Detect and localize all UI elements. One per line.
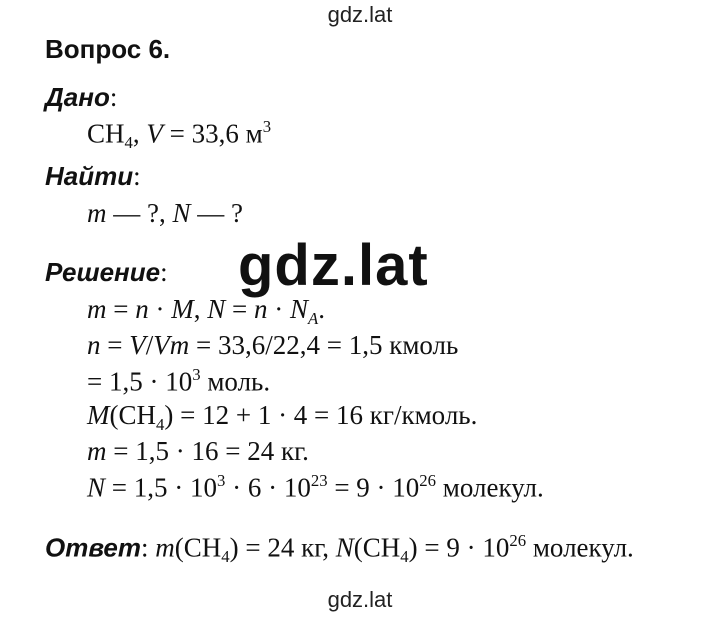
solution-label: Решение — [45, 257, 161, 287]
find-N: N — [172, 198, 191, 228]
s4-open: (CH — [109, 400, 156, 430]
s4-rest: ) = 12 + 1 · 4 = 16 кг/кмоль. — [164, 400, 478, 430]
find-label: Найти — [45, 161, 134, 191]
answer-b: ) = 24 кг, — [229, 532, 336, 563]
solution-line-4 — [87, 400, 477, 435]
s6-N: N — [87, 472, 106, 503]
watermark-bottom: gdz.lat — [327, 587, 393, 612]
given-label: Дано — [45, 82, 110, 112]
s4-M: M — [87, 400, 110, 430]
s5-rest: = 1,5 · 16 = 24 кг. — [106, 436, 309, 466]
answer-c: (CH — [353, 532, 401, 563]
solution-heading — [45, 257, 168, 288]
answer-sub1: 4 — [221, 547, 230, 567]
solution-colon: : — [160, 257, 168, 287]
s1-m: m — [87, 294, 107, 324]
s5-m: m — [87, 436, 107, 466]
given-line — [87, 117, 271, 153]
s1-NA-sub: A — [308, 308, 319, 328]
answer-m: m — [155, 532, 175, 563]
s3-pre: = 1,5 · 10 — [87, 366, 193, 397]
given-formula: CH — [87, 118, 125, 149]
s1-NA: N — [289, 294, 308, 324]
given-sup: 3 — [262, 117, 272, 136]
s2-slash: / — [145, 330, 154, 360]
answer-sub2: 4 — [400, 547, 409, 567]
find-heading — [45, 161, 141, 192]
s6-d: молекул. — [436, 472, 544, 503]
solution-line-2 — [87, 330, 458, 361]
answer-N: N — [335, 532, 354, 563]
answer-colon: : — [140, 532, 156, 563]
s6-sup3: 26 — [419, 471, 437, 490]
find-dash1: — ?, — [106, 198, 173, 228]
given-heading — [45, 82, 117, 113]
s3-post: моль. — [200, 366, 271, 397]
s6-b: · 6 · 10 — [225, 472, 311, 503]
watermark-top: gdz.lat — [327, 2, 393, 27]
given-var: V — [146, 118, 163, 149]
answer-label: Ответ — [45, 532, 141, 563]
find-dash2: — ? — [190, 198, 243, 228]
s4-sub: 4 — [156, 414, 165, 434]
s3-sup: 3 — [192, 365, 201, 384]
given-colon: : — [109, 82, 118, 112]
s1-comma: , — [193, 294, 208, 324]
s2-V: V — [129, 330, 146, 360]
s6-sup2: 23 — [310, 471, 328, 490]
answer-a: (CH — [174, 532, 222, 563]
s1-eq1: = — [106, 294, 136, 324]
s6-a: = 1,5 · 10 — [105, 472, 217, 503]
find-colon: : — [133, 161, 141, 191]
solution-line-6 — [87, 471, 544, 503]
s1-eq2: = — [225, 294, 254, 324]
answer-d: ) = 9 · 10 — [408, 532, 510, 563]
s2-Vm: Vm — [153, 330, 190, 360]
watermark-center: gdz.lat — [238, 233, 429, 298]
find-m: m — [87, 198, 107, 228]
answer-line — [45, 531, 634, 567]
given-sub: 4 — [124, 133, 133, 153]
solution-line-3 — [87, 365, 270, 397]
s2-n: n — [87, 330, 101, 360]
s1-M: M — [171, 294, 194, 324]
solution-line-1 — [87, 294, 325, 329]
s6-c: = 9 · 10 — [327, 472, 420, 503]
find-line — [87, 198, 243, 229]
s1-n1: n — [135, 294, 149, 324]
given-eq: = 33,6 м — [162, 118, 263, 149]
given-sep: , — [132, 118, 140, 149]
question-title: Вопрос 6. — [45, 34, 171, 64]
s2-rest: = 33,6/22,4 = 1,5 кмоль — [189, 330, 459, 360]
s1-dot2: · — [267, 294, 290, 324]
solution-line-5 — [87, 436, 309, 467]
s1-N: N — [207, 294, 226, 324]
s2-eq: = — [100, 330, 130, 360]
s1-dot1: · — [148, 294, 172, 324]
answer-sup: 26 — [509, 531, 527, 550]
s1-end: . — [318, 294, 325, 324]
s6-sup1: 3 — [216, 471, 226, 490]
answer-e: молекул. — [526, 532, 634, 563]
s1-n2: n — [253, 294, 268, 324]
